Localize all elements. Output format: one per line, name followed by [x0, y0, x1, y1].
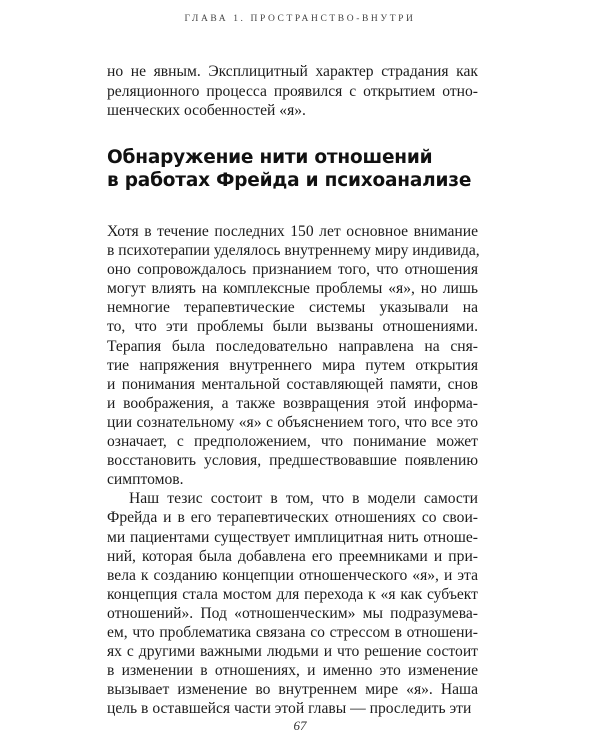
intro-paragraph	[107, 62, 478, 121]
text-line: означает, с предположением, что понимание может	[107, 433, 478, 451]
text-line: ции сознательному «я» с объяснением того, что все это	[107, 413, 478, 431]
text-line: отношений». Под «отношенческим» мы подразумева-	[107, 604, 478, 622]
text-line: ний, которая была добавлена его преемниками и при-	[107, 547, 478, 565]
text-line: немногие терапевтические системы указывали на	[107, 299, 478, 317]
body-paragraphs	[107, 222, 478, 718]
text-line: Фрейда и в его терапевтических отношениях со свои-	[107, 509, 478, 527]
heading-line: Обнаружение нити отношений	[107, 147, 433, 168]
text-line: восстановить условия, предшествовавшие появлению	[107, 452, 478, 470]
text-line: тие напряжения внутреннего мира путем открытия	[107, 356, 478, 374]
text-line: ях с другими важными людьми и что решение состоит	[107, 643, 478, 661]
text-line: концепция стала мостом для перехода к «я как субъект	[107, 585, 478, 603]
text-line: Терапия была последовательно направлена на сня-	[107, 337, 478, 355]
text-line: шенческих особенностей «я».	[107, 102, 306, 119]
text-line: цель в оставшейся части этой главы — проследить эти	[107, 700, 472, 718]
text-line: и понимания ментальной составляющей памяти, снов	[107, 375, 478, 393]
text-line: вела к созданию концепции отношенческого «я», и эта	[107, 566, 478, 584]
text-line: и воображения, а также возвращения этой информа-	[107, 394, 478, 412]
text-line: но не явным. Эксплицитный характер страдания как	[107, 63, 478, 80]
text-line: вызывает изменение во внутреннем мире «я». Наша	[107, 681, 478, 699]
running-header: ГЛАВА 1. ПРОСТРАНСТВО-ВНУТРИ	[184, 14, 416, 24]
text-line: в изменении в отношениях, и именно это изменение	[107, 662, 478, 680]
text-line: оно сопровождалось признанием того, что отношения	[107, 261, 478, 279]
text-line: Наш тезис состоит в том, что в модели самости	[129, 490, 478, 508]
text-line: симптомов.	[107, 471, 184, 489]
text-line: ми пациентами существует имплицитная нить отноше-	[107, 528, 478, 546]
text-line: ем, что проблематика связана со стрессом в отношени-	[107, 623, 478, 641]
text-line: Хотя в течение последних 150 лет основное внимание	[107, 223, 478, 240]
text-line: реляционного процесса проявился с открытием отно-	[107, 82, 478, 100]
text-line: могут влиять на комплексные проблемы «я», но лишь	[107, 280, 478, 298]
page-number: 67	[293, 718, 307, 733]
text-line: в психотерапии уделялось внутреннему миру индивида,	[107, 242, 480, 260]
heading-line: в работах Фрейда и психоанализе	[107, 170, 472, 191]
section-heading	[107, 146, 471, 192]
text-line: то, что эти проблемы были вызваны отношениями.	[107, 318, 478, 336]
